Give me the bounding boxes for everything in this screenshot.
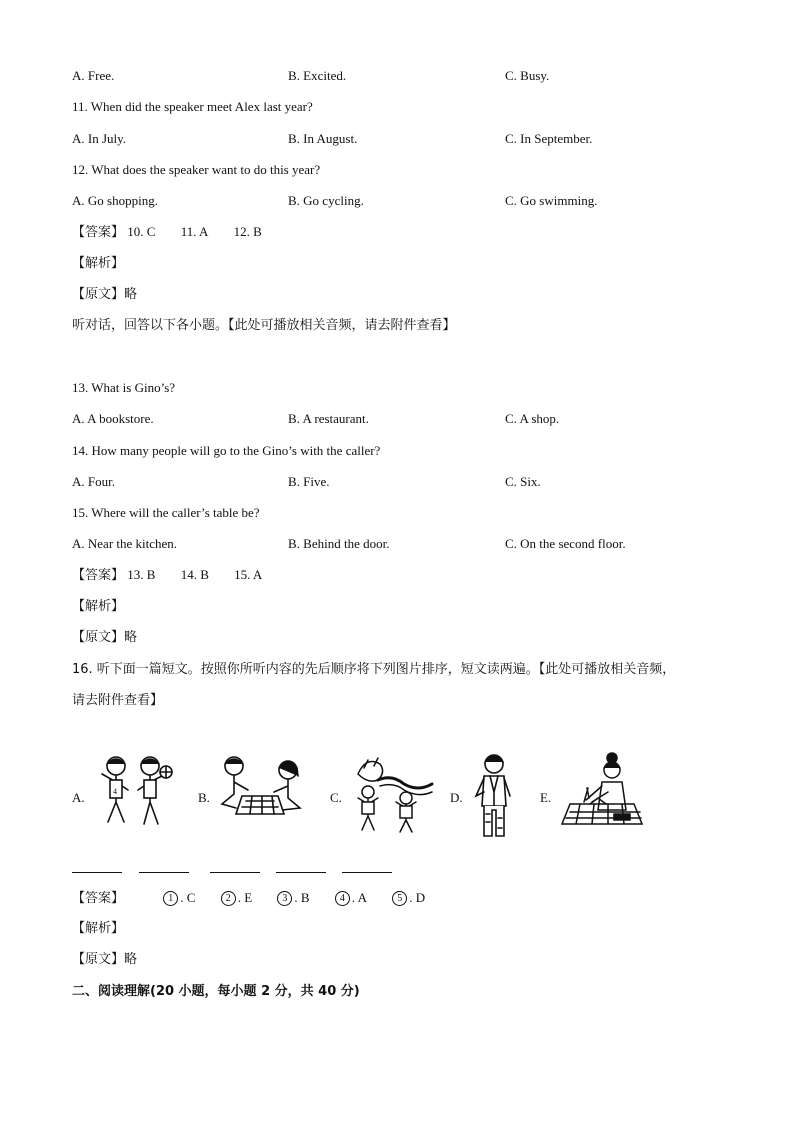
answer-blank-3[interactable] <box>210 872 260 873</box>
q10-option-c: C. Busy. <box>505 68 550 83</box>
answer-line-2 <box>72 566 262 585</box>
q15-question: 15. Where will the caller’s table be? <box>72 505 260 520</box>
q10-option-b: B. Excited. <box>288 68 347 83</box>
section-heading: 二、阅读理解(20 小题，每小题 2 分，共 40 分) <box>72 984 360 999</box>
picture-label: C. <box>330 790 342 805</box>
analysis-tag: 【解析】 <box>72 599 125 614</box>
answer-item <box>392 889 425 907</box>
answer-value: . C <box>180 890 196 905</box>
q15-options <box>72 535 752 553</box>
man-standing-icon <box>464 752 524 842</box>
analysis-tag: 【解析】 <box>72 256 125 271</box>
kids-playing-basketball-icon <box>86 752 178 838</box>
q13-option-c: C. A shop. <box>505 411 560 426</box>
q10-options <box>72 67 752 85</box>
picture-label: D. <box>450 790 463 805</box>
answer-tag: 【答案】 <box>72 568 125 583</box>
answer-item: 15. A <box>234 567 263 582</box>
q12-option-c: C. Go swimming. <box>505 193 598 208</box>
q15-option-b: B. Behind the door. <box>288 536 390 551</box>
picture-e <box>540 752 660 847</box>
picture-a <box>72 752 182 847</box>
svg-text:4: 4 <box>113 787 117 796</box>
answer-blank-4[interactable] <box>276 872 326 873</box>
q14-option-c: C. Six. <box>505 474 541 489</box>
answer-blank-1[interactable] <box>72 872 122 873</box>
answer-blank-2[interactable] <box>139 872 189 873</box>
q15-option-c: C. On the second floor. <box>505 536 626 551</box>
q14-option-b: B. Five. <box>288 474 330 489</box>
answer-value: . D <box>409 890 426 905</box>
q15-option-a: A. Near the kitchen. <box>72 536 178 551</box>
q13-options <box>72 410 752 428</box>
q11-question: 11. When did the speaker meet Alex last year? <box>72 99 313 114</box>
woman-drawing-icon <box>554 752 646 832</box>
kids-playing-chess-icon <box>212 752 308 822</box>
answer-line-1 <box>72 223 262 242</box>
answer-item <box>335 889 367 907</box>
answer-item: 14. B <box>180 567 209 582</box>
analysis-tag: 【解析】 <box>72 921 125 936</box>
answer-item: 12. B <box>233 224 262 239</box>
answer-item <box>163 889 195 907</box>
picture-label: A. <box>72 790 85 805</box>
circled-number: 2 <box>221 891 236 906</box>
answer-value: . B <box>294 890 310 905</box>
circled-number: 4 <box>335 891 350 906</box>
q16-instruction-line2: 请去附件查看】 <box>72 693 164 708</box>
answer-value: . E <box>237 890 253 905</box>
answer-blank-5[interactable] <box>342 872 392 873</box>
q11-options <box>72 130 752 148</box>
original-text: 【原文】略 <box>72 952 138 967</box>
q13-option-a: A. A bookstore. <box>72 411 154 426</box>
q13-question: 13. What is Gino’s? <box>72 380 176 395</box>
answer-tag: 【答案】 <box>72 891 125 906</box>
answer-line-3 <box>72 889 447 908</box>
q12-question: 12. What does the speaker want to do this year? <box>72 162 321 177</box>
q11-option-b: B. In August. <box>288 131 358 146</box>
q16-instruction-line1: 16. 听下面一篇短文。按照你所听内容的先后顺序将下列图片排序，短文读两遍。【此处可播放相关音频， <box>72 662 676 677</box>
original-text: 【原文】略 <box>72 630 138 645</box>
q12-options <box>72 192 752 210</box>
q14-options <box>72 473 752 491</box>
picture-label: B. <box>198 790 210 805</box>
circled-number: 5 <box>392 891 407 906</box>
picture-b <box>198 752 318 847</box>
q12-option-b: B. Go cycling. <box>288 193 364 208</box>
dragon-dance-icon <box>344 752 436 836</box>
original-text: 【原文】略 <box>72 287 138 302</box>
answer-value: . A <box>351 890 367 905</box>
q11-option-c: C. In September. <box>505 131 593 146</box>
listening-instruction: 听对话，回答以下各小题。【此处可播放相关音频，请去附件查看】 <box>72 318 456 333</box>
q10-option-a: A. Free. <box>72 68 115 83</box>
q14-question: 14. How many people will go to the Gino’s with the caller? <box>72 443 381 458</box>
answer-item <box>277 889 309 907</box>
q12-option-a: A. Go shopping. <box>72 193 158 208</box>
picture-label: E. <box>540 790 552 805</box>
answer-item: 10. C <box>127 224 156 239</box>
answer-tag: 【答案】 <box>72 225 125 240</box>
answer-item: 11. A <box>180 224 209 239</box>
picture-row <box>72 752 672 847</box>
picture-c <box>330 752 450 847</box>
picture-d <box>450 752 530 847</box>
answer-item: 13. B <box>127 567 156 582</box>
q11-option-a: A. In July. <box>72 131 127 146</box>
circled-number: 3 <box>277 891 292 906</box>
q14-option-a: A. Four. <box>72 474 115 489</box>
circled-number: 1 <box>163 891 178 906</box>
answer-item <box>221 889 252 907</box>
q13-option-b: B. A restaurant. <box>288 411 369 426</box>
